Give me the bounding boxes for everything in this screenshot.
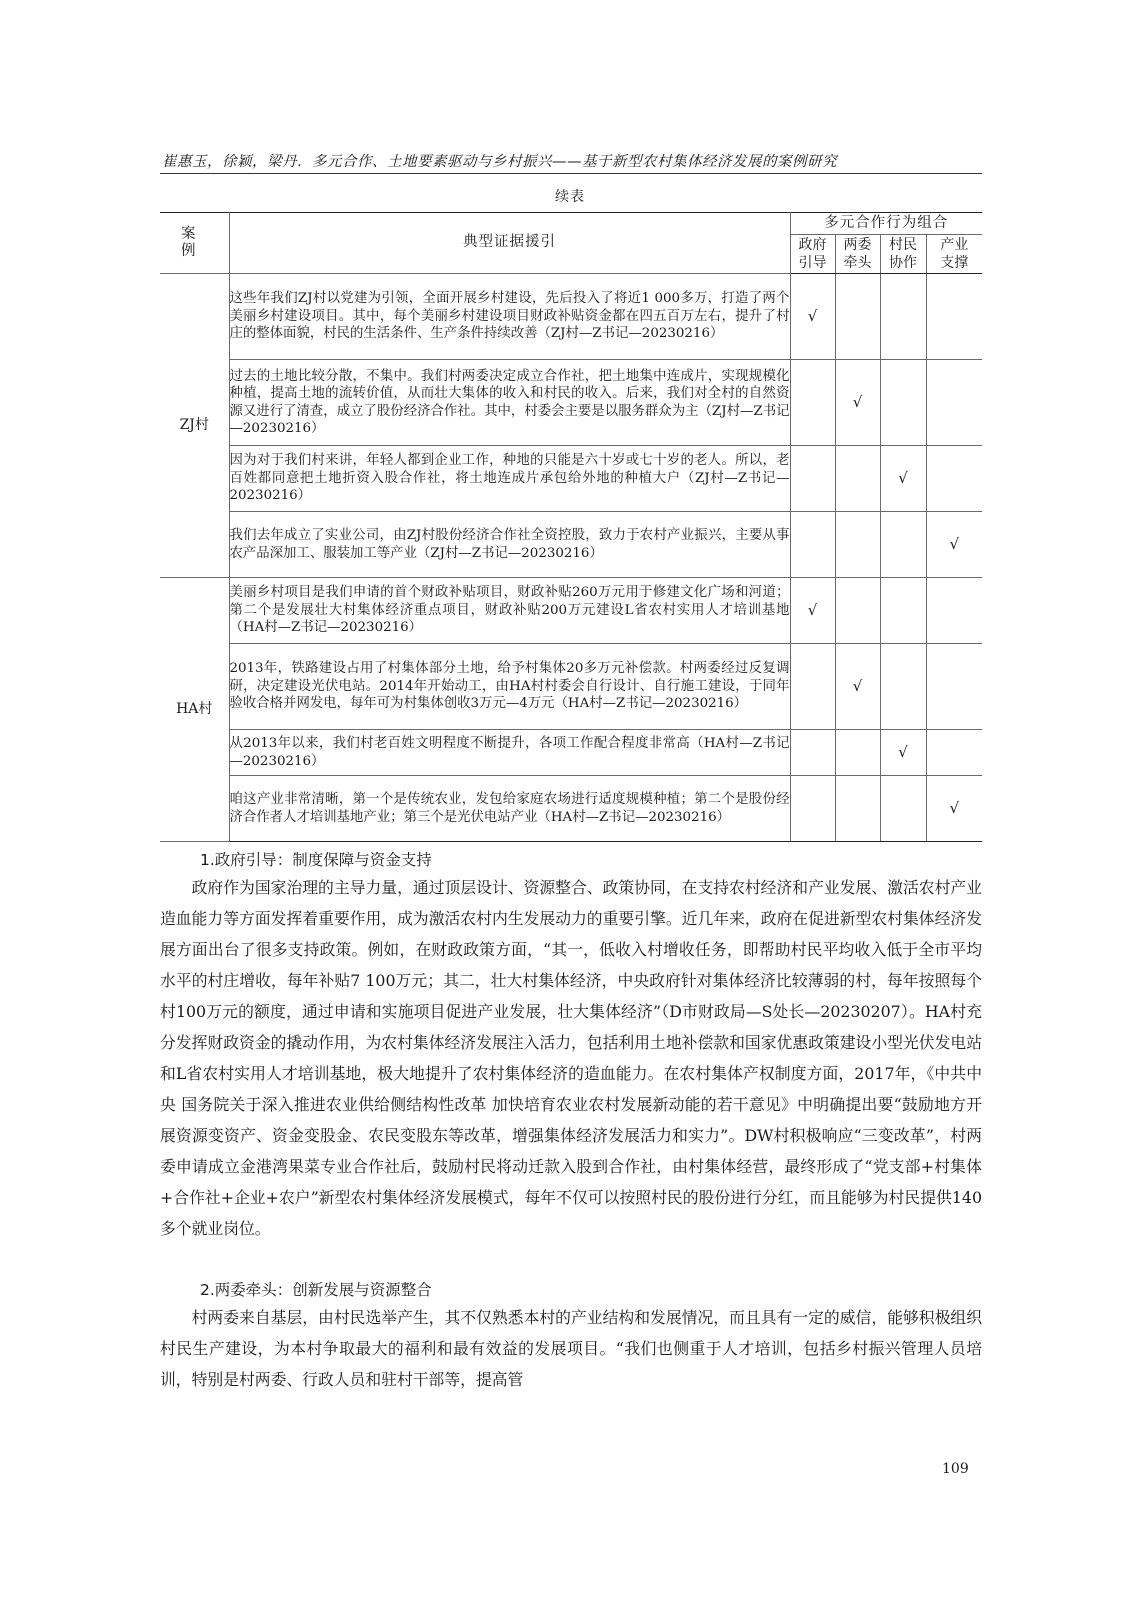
empty-cell	[835, 446, 880, 512]
running-header: 崔惠玉，徐颖，梁丹．多元合作、土地要素驱动与乡村振兴——基于新型农村集体经济发展的案例研究	[162, 154, 837, 170]
evidence-text: 美丽乡村项目是我们申请的首个财政补贴项目，财政补贴260万元用于修建文化广场和河道；第二个是发展壮大村集体经济重点项目，财政补贴200万元建设L省农村实用人才培训基地（HA村—Z书记—20230216）	[229, 578, 790, 644]
check-mark: √	[790, 578, 835, 644]
empty-cell	[835, 512, 880, 578]
empty-cell	[926, 360, 982, 446]
empty-cell	[835, 776, 880, 842]
empty-cell	[880, 360, 926, 446]
check-mark: √	[880, 446, 926, 512]
header-villager-cooperation: 村民 协作	[880, 235, 926, 274]
empty-cell	[790, 776, 835, 842]
evidence-text: 咱这产业非常清晰，第一个是传统农业，发包给家庭农场进行适度规模种植；第二个是股份经济合作者人才培训基地产业；第三个是光伏电站产业（HA村—Z书记—20230216）	[229, 776, 790, 842]
body-paragraph: 村两委来自基层，由村民选举产生，其不仅熟悉本村的产业结构和发展情况，而且具有一定的威信，能够积极组织村民生产建设，为本村争取最大的福利和最有效益的发展项目。“我们也侧重于人才培训，包括乡村振兴管理人员培训，特别是村两委、行政人员和驻村干部等，提高管	[160, 1308, 982, 1389]
table-row	[160, 776, 982, 842]
empty-cell	[790, 446, 835, 512]
empty-cell	[926, 446, 982, 512]
empty-cell	[926, 644, 982, 730]
empty-cell	[880, 512, 926, 578]
empty-cell	[790, 730, 835, 776]
case-name: HA村	[160, 578, 229, 842]
evidence-text: 因为对于我们村来讲，年轻人都到企业工作，种地的只能是六十岁或七十岁的老人。所以，老百姓都同意把土地折资入股合作社，将土地连成片承包给外地的种植大户（ZJ村—Z书记—20230216）	[229, 446, 790, 512]
empty-cell	[880, 644, 926, 730]
empty-cell	[835, 274, 880, 360]
empty-cell	[790, 360, 835, 446]
evidence-table	[160, 212, 982, 842]
table-row	[160, 360, 982, 446]
check-mark: √	[926, 512, 982, 578]
table-row	[160, 446, 982, 512]
empty-cell	[790, 512, 835, 578]
table-row	[160, 730, 982, 776]
header-industry-support: 产业 支撑	[926, 235, 982, 274]
table-row	[160, 274, 982, 360]
evidence-text: 我们去年成立了实业公司，由ZJ村股份经济合作社全资控股，致力于农村产业振兴，主要从事农产品深加工、服装加工等产业（ZJ村—Z书记—20230216）	[229, 512, 790, 578]
check-mark: √	[835, 360, 880, 446]
section-heading: 1.政府引导：制度保障与资金支持	[200, 851, 432, 869]
check-mark: √	[835, 644, 880, 730]
empty-cell	[835, 578, 880, 644]
header-committee-lead: 两委 牵头	[835, 235, 880, 274]
empty-cell	[835, 730, 880, 776]
empty-cell	[926, 274, 982, 360]
header-case: 案 例	[160, 213, 229, 274]
header-group: 多元合作行为组合	[790, 213, 982, 235]
empty-cell	[880, 776, 926, 842]
table-caption: 续表	[555, 189, 585, 205]
empty-cell	[790, 644, 835, 730]
header-government-guidance: 政府 引导	[790, 235, 835, 274]
evidence-text: 2013年，铁路建设占用了村集体部分土地，给予村集体20多万元补偿款。村两委经过反复调研，决定建设光伏电站。2014年开始动工，由HA村村委会自行设计、自行施工建设，于同年验收合格并网发电，每年可为村集体创收3万元—4万元（HA村—Z书记—20230216）	[229, 644, 790, 730]
section-heading: 2.两委牵头：创新发展与资源整合	[200, 1281, 432, 1299]
table-row	[160, 644, 982, 730]
evidence-text: 从2013年以来，我们村老百姓文明程度不断提升，各项工作配合程度非常高（HA村—Z书记—20230216）	[229, 730, 790, 776]
page-number: 109	[942, 1461, 969, 1477]
table-row	[160, 512, 982, 578]
evidence-text: 这些年我们ZJ村以党建为引领，全面开展乡村建设，先后投入了将近1 000多万，打造了两个美丽乡村建设项目。其中，每个美丽乡村建设项目财政补贴资金都在四五百万左右，提升了村庄的整体面貌，村民的生活条件、生产条件持续改善（ZJ村—Z书记—20230216）	[229, 274, 790, 360]
check-mark: √	[880, 730, 926, 776]
body-paragraph: 政府作为国家治理的主导力量，通过顶层设计、资源整合、政策协同，在支持农村经济和产业发展、激活农村产业造血能力等方面发挥着重要作用，成为激活农村内生发展动力的重要引擎。近几年来，政府在促进新型农村集体经济发展方面出台了很多支持政策。例如，在财政政策方面，“其一，低收入村增收任务，即帮助村民平均收入低于全市平均水平的村庄增收，每年补贴7 100万元；其二，壮大村集体经济，中央政府针对集体经济比较薄弱的村，每年按照每个村100万元的额度，通过申请和实施项目促进产业发展，壮大集体经济”（D市财政局—S处长—20230207）。HA村充分发挥财政资金的撬动作用，为农村集体经济发展注入活力，包括利用土地补偿款和国家优惠政策建设小型光伏发电站和L省农村实用人才培训基地，极大地提升了农村集体经济的造血能力。在农村集体产权制度方面，2017年，《中共中央 国务院关于深入推进农业供给侧结构性改革 加快培育农业农村发展新动能的若干意见》中明确提出要“鼓励地方开展资源变资产、资金变股金、农民变股东等改革，增强集体经济发展活力和实力”。DW村积极响应“三变改革”，村两委申请成立金港湾果菜专业合作社后，鼓励村民将动迁款入股到合作社，由村集体经营，最终形成了“党支部+村集体+合作社+企业+农户”新型农村集体经济发展模式，每年不仅可以按照村民的股份进行分红，而且能够为村民提供140多个就业岗位。	[160, 878, 982, 1238]
evidence-text: 过去的土地比较分散，不集中。我们村两委决定成立合作社，把土地集中连成片，实现规模化种植，提高土地的流转价值，从而壮大集体的收入和村民的收入。后来，我们对全村的自然资源又进行了清查，成立了股份经济合作社。其中，村委会主要是以服务群众为主（ZJ村—Z书记—20230216）	[229, 360, 790, 446]
check-mark: √	[790, 274, 835, 360]
table-row	[160, 578, 982, 644]
header-rule	[160, 173, 982, 174]
check-mark: √	[926, 776, 982, 842]
case-name: ZJ村	[160, 274, 229, 578]
empty-cell	[926, 730, 982, 776]
empty-cell	[880, 578, 926, 644]
empty-cell	[880, 274, 926, 360]
empty-cell	[926, 578, 982, 644]
header-evidence: 典型证据援引	[229, 213, 790, 274]
